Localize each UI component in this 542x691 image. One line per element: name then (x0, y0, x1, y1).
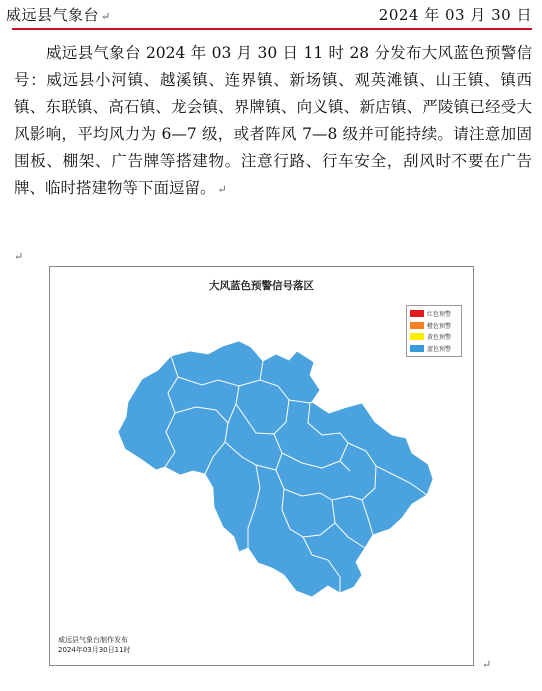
town-label: · (318, 443, 320, 449)
legend-swatch-yellow (410, 333, 424, 340)
town-label: · (230, 451, 232, 457)
town-label: · (382, 501, 384, 507)
legend-swatch-orange (410, 322, 424, 329)
map-legend (406, 305, 462, 357)
publisher-name: 威远县气象台制作发布 (58, 636, 128, 644)
publish-time: 2024年03月30日11时 (58, 646, 131, 654)
header-org-mark: ↵ (101, 10, 111, 23)
county-outline (118, 341, 433, 597)
end-paragraph-mark: ↵ (482, 658, 492, 671)
town-label: · (345, 553, 347, 559)
paragraph-mark: ↵ (217, 183, 227, 196)
legend-row-yellow (410, 331, 458, 343)
header-red-rule (12, 28, 532, 30)
header-org (6, 4, 111, 25)
legend-label-yellow: 黄色预警 (427, 334, 452, 342)
legend-row-red (410, 308, 458, 320)
town-label: · (145, 431, 147, 437)
header-date: 2024 年 03 月 30 日 (378, 6, 532, 24)
legend-swatch-red (410, 310, 424, 317)
town-label: · (268, 514, 270, 520)
header-org-text: 威远县气象台 (6, 6, 100, 24)
legend-row-blue (410, 343, 458, 355)
empty-paragraph-mark: ↵ (14, 250, 24, 263)
map-publisher-note (58, 635, 131, 655)
map-title: 大风蓝色预警信号落区 (209, 280, 314, 292)
town-label: · (312, 501, 314, 507)
legend-label-red: 红色预警 (427, 311, 452, 319)
legend-label-blue: 蓝色预警 (427, 345, 452, 353)
document-header (0, 0, 542, 30)
legend-row-orange (410, 320, 458, 332)
town-label: · (262, 403, 264, 409)
warning-paragraph (14, 40, 532, 203)
town-label: · (185, 391, 187, 397)
county-boundary (118, 341, 433, 597)
legend-swatch-blue (410, 345, 424, 352)
warning-map (49, 266, 474, 666)
legend-label-orange: 橙色预警 (427, 322, 452, 330)
warning-paragraph-text: 威远县气象台 2024 年 03 月 30 日 11 时 28 分发布大风蓝色预警信号：威远县小河镇、越溪镇、连界镇、新场镇、观英滩镇、山王镇、镇西镇、东联镇、高石镇、龙会镇、界牌镇、向义镇、新店镇、严陵镇已经受大风影响，平均风力为 6—7 级，或者阵风 7—8 级并可能持续。请注意加固围板、棚架、广告牌等搭建物。注意行路、行车安全，刮风时不要在广告牌、临时搭建物等下面逗留。 (14, 44, 532, 197)
